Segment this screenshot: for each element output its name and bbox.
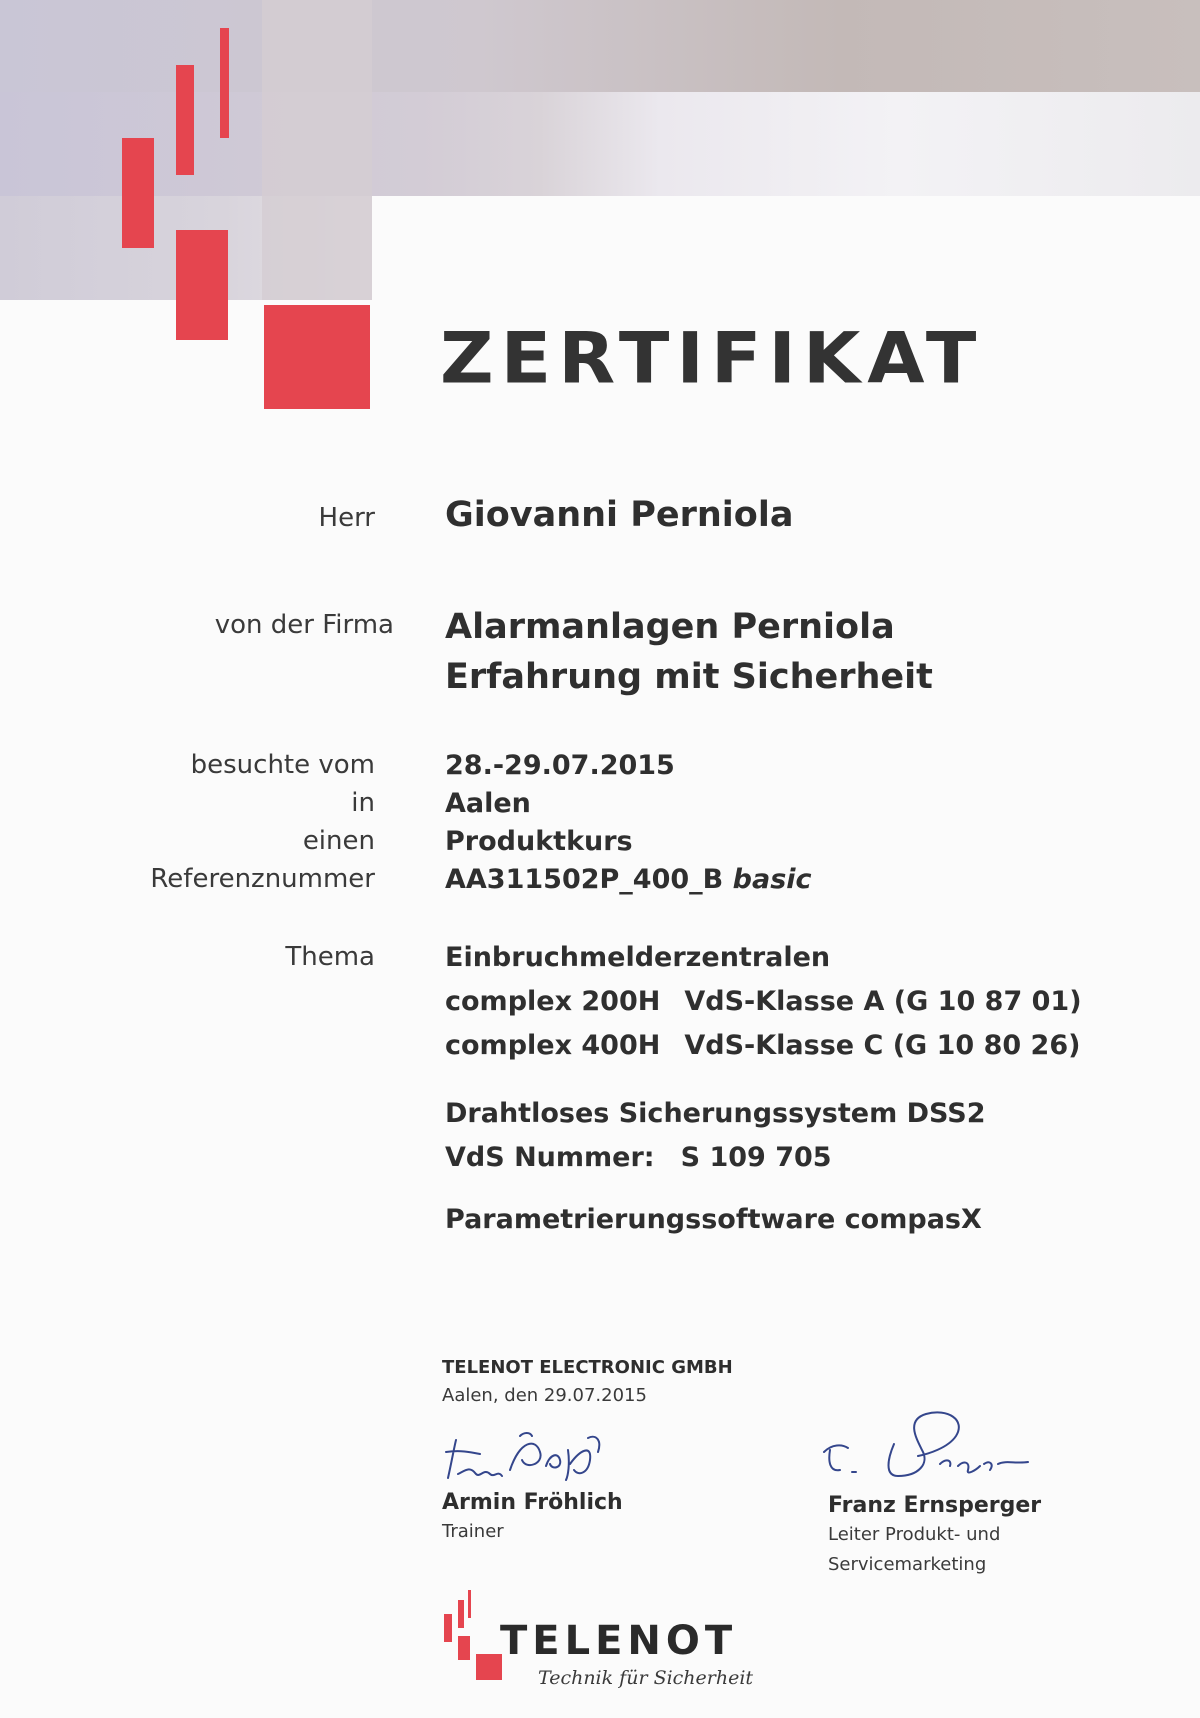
course-type-label: einen [302, 826, 375, 856]
firm-line-2: Erfahrung mit Sicherheit [445, 657, 933, 697]
signatory-2-role-line-1: Leiter Produkt- und [828, 1524, 1001, 1545]
logo-bar-tall [458, 1600, 464, 1628]
vds-number-label: VdS Nummer: [445, 1142, 655, 1173]
decor-bar-thin [220, 28, 229, 138]
issuer-company: TELENOT ELECTRONIC GMBH [442, 1357, 733, 1378]
topic-item-1-model: complex 200H [445, 986, 661, 1017]
course-date: 28.-29.07.2015 [445, 750, 675, 781]
topic-label: Thema [285, 942, 375, 972]
decor-block-large [264, 305, 370, 409]
logo-bar-left [444, 1614, 452, 1642]
topic-item-2-class: VdS-Klasse C (G 10 80 26) [684, 1030, 1081, 1061]
signatory-2-name: Franz Ernsperger [828, 1493, 1042, 1518]
course-place-label: in [351, 788, 375, 818]
telenot-tagline: Technik für Sicherheit [538, 1667, 754, 1689]
course-type: Produktkurs [445, 826, 633, 857]
decor-bar-left [122, 138, 154, 248]
logo-block-mid [458, 1636, 470, 1660]
topic-block [445, 936, 1082, 1068]
reference-number [445, 864, 812, 895]
header-band-strip [262, 0, 372, 300]
topic-item-2-model: complex 400H [445, 1030, 661, 1061]
certificate-title: ZERTIFIKAT [440, 318, 984, 400]
reference-code: AA311502P_400_B [445, 864, 724, 895]
telenot-logo-text: TELENOT [500, 1618, 738, 1664]
signatory-1-name: Armin Fröhlich [442, 1490, 623, 1515]
software-name: Parametrierungssoftware compasX [445, 1204, 982, 1235]
firm-label: von der Firma [214, 610, 394, 640]
course-place: Aalen [445, 788, 531, 819]
topic-heading: Einbruchmelderzentralen [445, 942, 831, 973]
recipient-label: Herr [318, 503, 375, 533]
wireless-system: Drahtloses Sicherungssystem DSS2 [445, 1098, 986, 1129]
signatory-1-role-line-1: Trainer [442, 1521, 504, 1542]
course-date-label: besuchte vom [190, 750, 375, 780]
topic-item-1 [445, 980, 1082, 1024]
reference-suffix: basic [732, 864, 812, 895]
signature-franz [818, 1410, 1033, 1490]
signature-armin [440, 1430, 620, 1490]
decor-block-mid [176, 230, 228, 340]
logo-block-large [476, 1654, 502, 1680]
topic-item-1-class: VdS-Klasse A (G 10 87 01) [684, 986, 1082, 1017]
reference-label: Referenznummer [150, 864, 375, 894]
signatory-2-role-line-2: Servicemarketing [828, 1554, 987, 1575]
vds-number-line [445, 1136, 986, 1180]
firm-name [445, 602, 933, 702]
signatory-1-role [442, 1517, 504, 1547]
signatory-2-role [828, 1520, 1000, 1580]
logo-bar-thin [468, 1590, 471, 1618]
recipient-name: Giovanni Perniola [445, 495, 794, 535]
vds-number: S 109 705 [680, 1142, 832, 1173]
decor-bar-tall [176, 65, 194, 175]
topic-item-2 [445, 1024, 1082, 1068]
issuer-place-date: Aalen, den 29.07.2015 [442, 1385, 647, 1406]
wireless-block [445, 1092, 986, 1180]
firm-line-1: Alarmanlagen Perniola [445, 607, 895, 647]
